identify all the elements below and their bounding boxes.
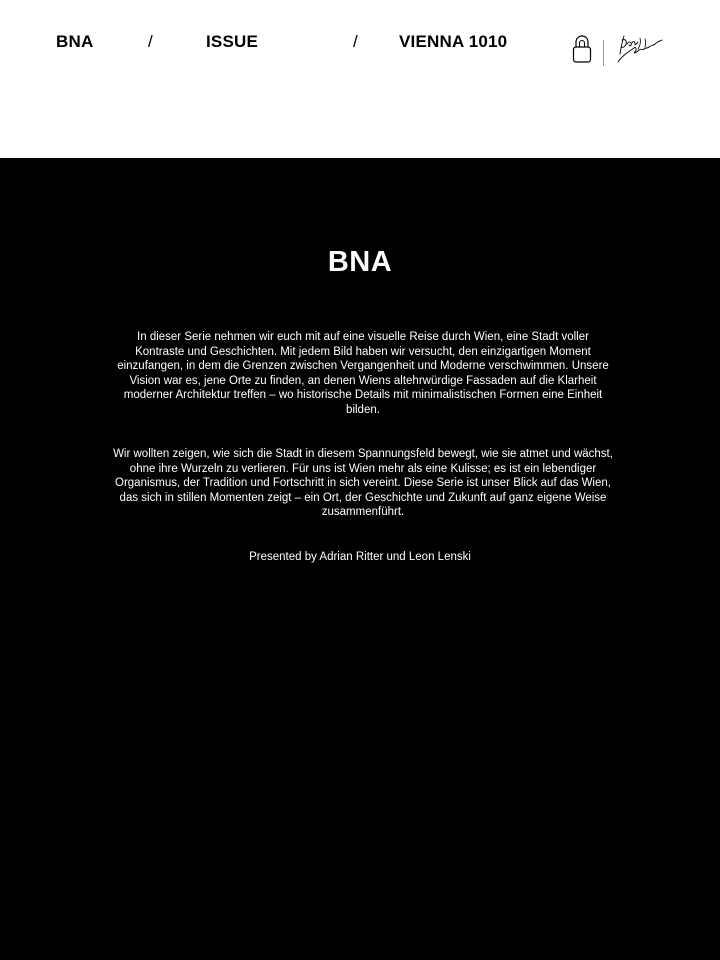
nav-brand-link[interactable]: BNA xyxy=(56,32,94,51)
intro-paragraph: Wir wollten zeigen, wie sich die Stadt in diesem Spannungsfeld bewegt, wie sie atmet und wächst, ohne ihre Wurzeln zu verlieren. Für uns ist Wien mehr als eine Kulisse; es ist ein lebendiger Organismus, der Tradition und Fortschritt in sich vereint. Diese Serie ist unser Blick auf das Wien, das sich in stillen Momenten zeigt – ein Ort, der Geschichte und Zukunft auf ganz eigene Weise zusammenführt. xyxy=(113,448,613,519)
nav-issue-link[interactable]: ISSUE xyxy=(206,32,259,51)
credit-line: Presented by Adrian Ritter und Leon Lenski xyxy=(249,551,471,563)
nav-separator: / xyxy=(353,32,358,51)
intro-section xyxy=(0,158,720,960)
intro-paragraph: In dieser Serie nehmen wir euch mit auf eine visuelle Reise durch Wien, eine Stadt voller Kontraste und Geschichten. Mit jedem Bild haben wir versucht, den einzigartigen Moment einzufangen, in dem die Grenzen zwischen Vergangenheit und Moderne verschwimmen. Unsere Vision war es, jene Orte zu finden, an denen Wiens altehrwürdige Fassaden auf die Klarheit moderner Architektur treffen – wo historische Details mit minimalistischen Formen eine Einheit bilden. xyxy=(117,331,609,416)
header-divider xyxy=(603,40,604,66)
nav-separator: / xyxy=(148,32,153,51)
page-title: BNA xyxy=(327,246,393,278)
top-header xyxy=(0,0,720,158)
signature-logo-icon[interactable] xyxy=(612,30,666,68)
lock-icon[interactable] xyxy=(571,33,593,65)
nav-location-link[interactable]: VIENNA 1010 xyxy=(399,32,508,51)
